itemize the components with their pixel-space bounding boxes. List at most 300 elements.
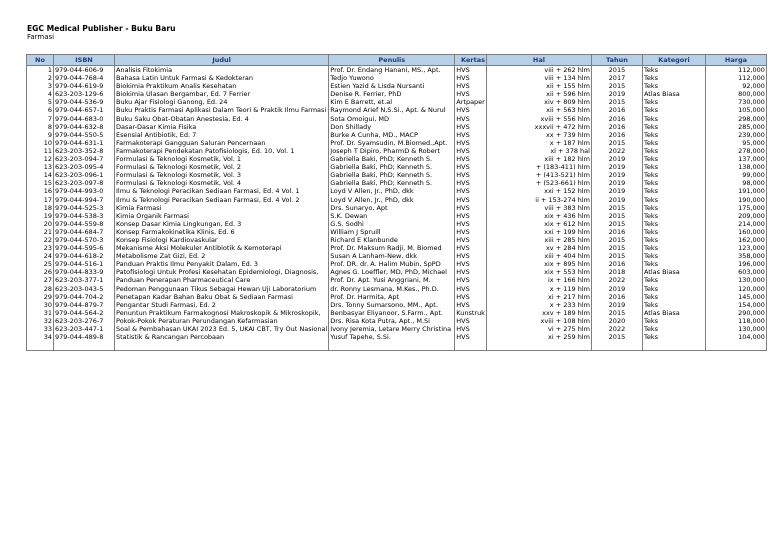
- cell-kertas: HVS: [455, 139, 487, 147]
- cell-kategori: Teks: [642, 163, 705, 171]
- cell-kertas: HVS: [455, 285, 487, 293]
- cell-kertas: HVS: [455, 131, 487, 139]
- cell-no: 29: [27, 293, 54, 301]
- cell-empty: [27, 341, 54, 351]
- cell-harga: 130,000: [705, 325, 766, 333]
- cell-isbn: 979-044-559-8: [54, 220, 115, 228]
- cell-kategori: Teks: [642, 139, 705, 147]
- cell-judul: Farmakoterapi Gangguan Saluran Pencernaan: [115, 139, 329, 147]
- book-table: [26, 54, 767, 351]
- cell-tahun: 2019: [591, 90, 642, 98]
- cell-tahun: 2015: [591, 139, 642, 147]
- cell-kategori: Teks: [642, 115, 705, 123]
- cell-kertas: HVS: [455, 212, 487, 220]
- cell-kertas: HVS: [455, 196, 487, 204]
- cell-harga: 239,000: [705, 131, 766, 139]
- table-row: [27, 325, 767, 333]
- table-row: [27, 301, 767, 309]
- cell-tahun: 2015: [591, 66, 642, 75]
- cell-no: 25: [27, 260, 54, 268]
- cell-hal: xi + 217 hlm: [486, 293, 591, 301]
- cell-kertas: HVS: [455, 106, 487, 114]
- cell-harga: 603,000: [705, 268, 766, 276]
- cell-judul: Ilmu & Teknologi Peracikan Sediaan Farmasi, Ed. 4 Vol. 1: [115, 187, 329, 195]
- cell-judul: Penuntun Praktikum Farmakognosi Makroskopik & Mikroskopik,: [115, 309, 329, 317]
- cell-penulis: Burke A Cunha, MD., MACP: [329, 131, 455, 139]
- cell-kertas: HVS: [455, 66, 487, 75]
- cell-isbn: 979-044-489-8: [54, 333, 115, 341]
- cell-kategori: Teks: [642, 123, 705, 131]
- cell-harga: 278,000: [705, 147, 766, 155]
- cell-kategori: Teks: [642, 260, 705, 268]
- cell-kertas: HVS: [455, 123, 487, 131]
- cell-no: 21: [27, 228, 54, 236]
- cell-penulis: Yusuf Tapehe, S.Si.: [329, 333, 455, 341]
- cell-empty: [115, 341, 329, 351]
- cell-kategori: Atlas Biasa: [642, 90, 705, 98]
- cell-tahun: 2016: [591, 115, 642, 123]
- cell-penulis: Drs. Risa Kota Putra, Apt., M.Si: [329, 317, 455, 325]
- cell-harga: 104,000: [705, 333, 766, 341]
- cell-kertas: Kunstruk: [456, 308, 485, 317]
- cell-kategori: Teks: [642, 276, 705, 284]
- cell-no: 19: [27, 212, 54, 220]
- cell-empty: [486, 341, 591, 351]
- cell-judul: Pedoman Penggunaan Tikus Sebagai Hewan Uji Laboratorium: [115, 285, 329, 293]
- cell-no: 5: [27, 98, 54, 106]
- cell-judul: Formulasi & Teknologi Kosmetik, Vol. 2: [115, 163, 329, 171]
- cell-hal: vi + 275 hlm: [486, 325, 591, 333]
- cell-isbn: 623-203-094-7: [54, 155, 115, 163]
- table-row: [27, 293, 767, 301]
- cell-isbn: 979-044-768-4: [54, 74, 115, 82]
- table-row: [27, 163, 767, 171]
- column-header-kategori: Kategori: [642, 55, 705, 66]
- cell-empty: [642, 341, 705, 351]
- cell-tahun: 2022: [591, 147, 642, 155]
- cell-no: 32: [27, 317, 54, 325]
- cell-kertas: HVS: [455, 236, 487, 244]
- cell-judul: Buku Ajar Fisiologi Ganong, Ed. 24: [115, 98, 329, 106]
- cell-no: 17: [27, 196, 54, 204]
- cell-kertas: HVS: [455, 333, 487, 341]
- cell-harga: 160,000: [705, 228, 766, 236]
- cell-no: 4: [27, 90, 54, 98]
- table-row: [27, 333, 767, 341]
- page-title: EGC Medical Publisher - Buku Baru: [27, 24, 176, 33]
- cell-hal: viii + 262 hlm: [486, 66, 591, 75]
- page-subtitle: Farmasi: [27, 33, 55, 41]
- cell-isbn: 623-203-352-8: [54, 147, 115, 155]
- table-row: [27, 115, 767, 123]
- cell-harga: 145,000: [705, 293, 766, 301]
- cell-penulis: Raymond Arief N,S.Si., Apt. & Nurul: [329, 106, 455, 114]
- column-header-penulis: Penulis: [329, 55, 455, 66]
- cell-kategori: Atlas Biasa: [642, 309, 705, 317]
- cell-no: 24: [27, 252, 54, 260]
- cell-kategori: Teks: [642, 196, 705, 204]
- cell-isbn: 623-203-097-8: [54, 179, 115, 187]
- cell-no: 22: [27, 236, 54, 244]
- cell-judul: Statistik & Rancangan Percobaan: [115, 333, 329, 341]
- cell-kertas: HVS: [455, 163, 487, 171]
- cell-judul: Biokimia Praktikum Analis Kesehatan: [115, 82, 329, 90]
- cell-harga: 105,000: [705, 106, 766, 114]
- cell-no: 20: [27, 220, 54, 228]
- table-row: [27, 196, 767, 204]
- cell-no: 15: [27, 179, 54, 187]
- cell-isbn: 623-203-043-5: [54, 285, 115, 293]
- cell-kategori: Teks: [642, 317, 705, 325]
- cell-hal: viii + 383 hlm: [486, 204, 591, 212]
- cell-kertas: HVS: [455, 74, 487, 82]
- cell-kategori: Teks: [642, 236, 705, 244]
- table-row: [27, 82, 767, 90]
- cell-hal: xiv + 809 hlm: [486, 98, 591, 106]
- table-row: [27, 228, 767, 236]
- cell-tahun: 2015: [591, 98, 642, 106]
- cell-penulis: Loyd V Allen, Jr., PhD, dkk: [329, 196, 455, 204]
- cell-judul: Analisis Fitokimia: [115, 66, 329, 75]
- cell-harga: 290,000: [705, 309, 766, 317]
- cell-judul: Metabolisme Zat Gizi, Ed. 2: [115, 252, 329, 260]
- cell-isbn: 979-044-536-9: [54, 98, 115, 106]
- cell-isbn: 979-044-619-9: [54, 82, 115, 90]
- cell-tahun: 2019: [591, 155, 642, 163]
- table-row: [27, 155, 767, 163]
- cell-tahun: 2016: [591, 293, 642, 301]
- cell-tahun: 2022: [591, 325, 642, 333]
- table-row-empty: [27, 341, 767, 351]
- column-header-harga: Harga: [705, 55, 766, 66]
- table-row: [27, 179, 767, 187]
- cell-isbn: 979-044-994-7: [54, 196, 115, 204]
- cell-no: 12: [27, 155, 54, 163]
- cell-penulis: Prof. DR. dr. A. Halim Mubin, SpPD: [329, 260, 455, 268]
- cell-tahun: 2019: [591, 285, 642, 293]
- cell-no: 11: [27, 147, 54, 155]
- cell-judul: Pokok-Pokok Peraturan Perundangan Kefarmasian: [115, 317, 329, 325]
- cell-tahun: 2015: [591, 204, 642, 212]
- cell-penulis: Don Shillady: [329, 123, 455, 131]
- cell-kategori: Teks: [642, 285, 705, 293]
- cell-isbn: 623-203-095-4: [54, 163, 115, 171]
- cell-hal: xii + 563 hlm: [486, 106, 591, 114]
- cell-judul: Esensial Antibiotik, Ed. 7: [115, 131, 329, 139]
- cell-no: 28: [27, 285, 54, 293]
- cell-kertas: HVS: [455, 171, 487, 179]
- cell-penulis: Prof. Dr. Syamsudin, M.Biomed.,Apt.: [329, 139, 455, 147]
- table-row: [27, 139, 767, 147]
- cell-isbn: 979-044-564-2: [54, 309, 115, 317]
- cell-kertas: HVS: [455, 115, 487, 123]
- cell-kertas: HVS: [455, 252, 487, 260]
- cell-harga: 120,000: [705, 285, 766, 293]
- cell-harga: 118,000: [705, 317, 766, 325]
- cell-kategori: Teks: [642, 147, 705, 155]
- cell-penulis: Agnes G. Loeffler, MD, PhD, Michael: [329, 268, 455, 276]
- cell-harga: 154,000: [705, 301, 766, 309]
- cell-no: 16: [27, 187, 54, 195]
- cell-no: 26: [27, 268, 54, 276]
- table-row: [27, 123, 767, 131]
- cell-kategori: Teks: [642, 179, 705, 187]
- cell-kategori: Teks: [642, 244, 705, 252]
- table-row: [27, 204, 767, 212]
- cell-tahun: 2015: [591, 236, 642, 244]
- table-row: [27, 171, 767, 179]
- cell-judul: Bahasa Latin Untuk Farmasi & Kedokteran: [115, 74, 329, 82]
- cell-no: 2: [27, 74, 54, 82]
- cell-kertas: HVS: [455, 220, 487, 228]
- cell-no: 33: [27, 325, 54, 333]
- cell-judul: Farmakoterapi Pendekatan Patofisiologis, Ed. 10, Vol. 1: [115, 147, 329, 155]
- cell-kategori: Teks: [642, 293, 705, 301]
- cell-penulis: William J Spruill: [329, 228, 455, 236]
- table-row: [27, 98, 767, 106]
- table-row: [27, 268, 767, 276]
- cell-isbn: 979-044-516-1: [54, 260, 115, 268]
- cell-no: 3: [27, 82, 54, 90]
- cell-kertas: HVS: [455, 276, 487, 284]
- cell-tahun: 2016: [591, 106, 642, 114]
- cell-tahun: 2015: [591, 244, 642, 252]
- cell-isbn: 979-044-704-2: [54, 293, 115, 301]
- cell-tahun: 2015: [591, 333, 642, 341]
- cell-isbn: 979-044-657-1: [54, 106, 115, 114]
- cell-tahun: 2019: [591, 196, 642, 204]
- cell-penulis: G.S. Sodhi: [329, 220, 455, 228]
- table-row: [27, 244, 767, 252]
- cell-judul: Konsep Fisiologi Kardiovaskular: [115, 236, 329, 244]
- cell-judul: Konsep Dasar Kimia Lingkungan, Ed. 3: [115, 220, 329, 228]
- cell-tahun: 2015: [591, 252, 642, 260]
- cell-tahun: 2016: [591, 123, 642, 131]
- cell-judul: Ilmu & Teknologi Peracikan Sediaan Farmasi, Ed. 4 Vol. 2: [115, 196, 329, 204]
- cell-tahun: 2018: [591, 268, 642, 276]
- cell-penulis: Joseph T Dipiro, PharmD & Robert: [329, 147, 455, 155]
- cell-kertas: HVS: [455, 317, 487, 325]
- cell-hal: xi + 259 hlm: [486, 333, 591, 341]
- column-header-isbn: ISBN: [54, 55, 115, 66]
- table-row: [27, 106, 767, 114]
- cell-isbn: 623-203-096-1: [54, 171, 115, 179]
- table-row: [27, 236, 767, 244]
- cell-isbn: 979-044-684-7: [54, 228, 115, 236]
- cell-penulis: Estien Yazid & Lisda Nursanti: [329, 82, 455, 90]
- cell-judul: Dasar-Dasar Kimia Fisika: [115, 123, 329, 131]
- cell-kertas: HVS: [455, 82, 487, 90]
- cell-kategori: Teks: [642, 98, 705, 106]
- cell-no: 14: [27, 171, 54, 179]
- cell-penulis: Gabriella Baki, PhD; Kenneth S.: [329, 171, 455, 179]
- cell-hal: xiii + 285 hlm: [486, 236, 591, 244]
- cell-judul: Formulasi & Teknologi Kosmetik, Vol. 1: [115, 155, 329, 163]
- cell-no: 31: [27, 309, 54, 317]
- column-header-kertas: Kertas: [455, 55, 487, 66]
- cell-no: 23: [27, 244, 54, 252]
- table-row: [27, 187, 767, 195]
- table-header-row: [27, 55, 767, 66]
- cell-no: 10: [27, 139, 54, 147]
- cell-penulis: Denise R. Ferrier, PhD: [329, 90, 455, 98]
- cell-penulis: dr. Ronny Lesmana, M.Kes., Ph.D.: [329, 285, 455, 293]
- cell-harga: 123,000: [705, 244, 766, 252]
- cell-no: 18: [27, 204, 54, 212]
- cell-penulis: Ivony Jeremia, Letare Merry Christina: [329, 325, 455, 333]
- column-header-hal: Hal: [486, 55, 591, 66]
- cell-kategori: Teks: [642, 333, 705, 341]
- cell-hal: xii + 155 hlm: [486, 82, 591, 90]
- cell-kertas: HVS: [455, 228, 487, 236]
- cell-tahun: 2015: [591, 212, 642, 220]
- cell-hal: xiii + 404 hlm: [486, 252, 591, 260]
- cell-penulis: Susan A Lanham-New, dkk: [329, 252, 455, 260]
- cell-tahun: 2015: [591, 82, 642, 90]
- cell-kertas: HVS: [455, 147, 487, 155]
- cell-judul: Mekanisme Aksi Molekuler Antibiotik & Kemoterapi: [115, 244, 329, 252]
- cell-judul: Konsep Farmakokinetika Klinis, Ed. 6: [115, 228, 329, 236]
- table-row: [27, 220, 767, 228]
- cell-hal: x + 233 hlm: [486, 301, 591, 309]
- table-row: [27, 276, 767, 284]
- cell-harga: 130,000: [705, 276, 766, 284]
- cell-tahun: 2020: [591, 317, 642, 325]
- cell-tahun: 2019: [591, 163, 642, 171]
- cell-kertas: HVS: [455, 187, 487, 195]
- cell-harga: 138,000: [705, 163, 766, 171]
- cell-hal: x + 187 hlm: [486, 139, 591, 147]
- column-header-judul: Judul: [115, 55, 329, 66]
- table-row: [27, 260, 767, 268]
- cell-isbn: 979-044-570-3: [54, 236, 115, 244]
- cell-no: 30: [27, 301, 54, 309]
- cell-tahun: 2019: [591, 179, 642, 187]
- cell-isbn: 979-044-833-9: [54, 268, 115, 276]
- cell-hal: xv + 284 hlm: [486, 244, 591, 252]
- table-row: [27, 212, 767, 220]
- cell-judul: Patofisiologi Untuk Profesi Kesehatan Epidemiologi, Diagnosis,: [115, 268, 329, 276]
- cell-empty: [705, 341, 766, 351]
- cell-penulis: Sota Omoigui, MD: [329, 115, 455, 123]
- cell-isbn: 979-044-632-8: [54, 123, 115, 131]
- cell-kertas: HVS: [455, 90, 487, 98]
- cell-no: 8: [27, 123, 54, 131]
- cell-kategori: Teks: [642, 228, 705, 236]
- cell-isbn: 979-044-683-0: [54, 115, 115, 123]
- cell-penulis: Tedjo Yuwono: [329, 74, 455, 82]
- cell-kertas: HVS: [455, 325, 487, 333]
- cell-judul: Pengantar Studi Farmasi, Ed. 2: [115, 301, 329, 309]
- cell-kertas: HVS: [455, 155, 487, 163]
- cell-hal: xix + 553 hlm: [486, 268, 591, 276]
- cell-tahun: 2017: [591, 74, 642, 82]
- cell-kertas: HVS: [455, 244, 487, 252]
- cell-no: 7: [27, 115, 54, 123]
- cell-isbn: 979-044-606-9: [54, 66, 115, 75]
- cell-kategori: Teks: [642, 252, 705, 260]
- cell-harga: 800,000: [705, 90, 766, 98]
- cell-harga: 98,000: [705, 179, 766, 187]
- cell-no: 1: [27, 66, 54, 75]
- table-row: [27, 309, 767, 317]
- table-row: [27, 66, 767, 75]
- cell-judul: Panduan Praktis Ilmu Penyakit Dalam, Ed. 3: [115, 260, 329, 268]
- cell-isbn: 623-203-276-7: [54, 317, 115, 325]
- cell-tahun: 2015: [591, 220, 642, 228]
- cell-isbn: 623-203-447-1: [54, 325, 115, 333]
- cell-judul: Kimia Farmasi: [115, 204, 329, 212]
- cell-hal: + (183-411) hlm: [486, 163, 591, 171]
- cell-penulis: Richard E Klanbunde: [329, 236, 455, 244]
- cell-penulis: Drs. Sunaryo, Apt: [329, 204, 455, 212]
- cell-kategori: Teks: [642, 325, 705, 333]
- cell-hal: ix + 166 hlm: [486, 276, 591, 284]
- cell-harga: 95,000: [705, 139, 766, 147]
- cell-kategori: Teks: [642, 301, 705, 309]
- cell-hal: + (413-521) hlm: [486, 171, 591, 179]
- cell-hal: xxi + 152 hlm: [486, 187, 591, 195]
- cell-kategori: Teks: [642, 106, 705, 114]
- cell-kategori: Atlas Biasa: [642, 268, 705, 276]
- cell-penulis: Prof. Dr. Maksum Radji, M. Biomed: [329, 244, 455, 252]
- cell-hal: xix + 895 hlm: [486, 260, 591, 268]
- cell-kertas: HVS: [455, 204, 487, 212]
- cell-tahun: 2016: [591, 228, 642, 236]
- cell-isbn: 979-044-879-7: [54, 301, 115, 309]
- cell-judul: Buku Praktis Farmasi Aplikasi Dalam Teori & Praktik Ilmu Farmasi: [115, 106, 329, 114]
- cell-isbn: 979-044-631-1: [54, 139, 115, 147]
- table-row: [27, 74, 767, 82]
- cell-kertas: HVS: [455, 268, 487, 276]
- cell-empty: [329, 341, 455, 351]
- cell-judul: Formulasi & Teknologi Kosmetik, Vol. 4: [115, 179, 329, 187]
- cell-judul: Kimia Organik Farmasi: [115, 212, 329, 220]
- cell-empty: [54, 341, 115, 351]
- cell-penulis: Prof. Dr. Endang Hanani, MS., Apt.: [329, 66, 455, 75]
- cell-hal: xii + 596 hlm: [486, 90, 591, 98]
- cell-harga: 175,000: [705, 204, 766, 212]
- cell-kategori: Teks: [642, 155, 705, 163]
- cell-tahun: 2015: [591, 309, 642, 317]
- cell-harga: 298,000: [705, 115, 766, 123]
- cell-penulis: Prof. Dr. Harmita, Apt: [329, 293, 455, 301]
- cell-penulis: Drs. Tonny Sumarsono, MM., Apt.: [329, 301, 455, 309]
- table-row: [27, 317, 767, 325]
- cell-kategori: Teks: [642, 212, 705, 220]
- cell-isbn: 979-044-538-3: [54, 212, 115, 220]
- cell-hal: xxi + 199 hlm: [486, 228, 591, 236]
- cell-kategori: Teks: [642, 74, 705, 82]
- cell-isbn: 979-044-525-3: [54, 204, 115, 212]
- cell-harga: 214,000: [705, 220, 766, 228]
- cell-empty: [591, 341, 642, 351]
- cell-kategori: Teks: [642, 204, 705, 212]
- table-row: [27, 131, 767, 139]
- cell-kategori: Teks: [642, 131, 705, 139]
- table-row: [27, 285, 767, 293]
- cell-no: 34: [27, 333, 54, 341]
- table-row: [27, 252, 767, 260]
- cell-penulis: Prof. Dr. Apt. Yusi Anggriani, M.: [329, 276, 455, 284]
- cell-penulis: Loyd V Allen, Jr., PhD, dkk: [329, 187, 455, 195]
- cell-penulis: S.K. Dewan: [329, 212, 455, 220]
- cell-kertas: HVS: [455, 293, 487, 301]
- table-body: [27, 66, 767, 351]
- cell-no: 27: [27, 276, 54, 284]
- cell-hal: ii + 153-274 hlm: [486, 196, 591, 204]
- cell-hal: xx + 739 hlm: [486, 131, 591, 139]
